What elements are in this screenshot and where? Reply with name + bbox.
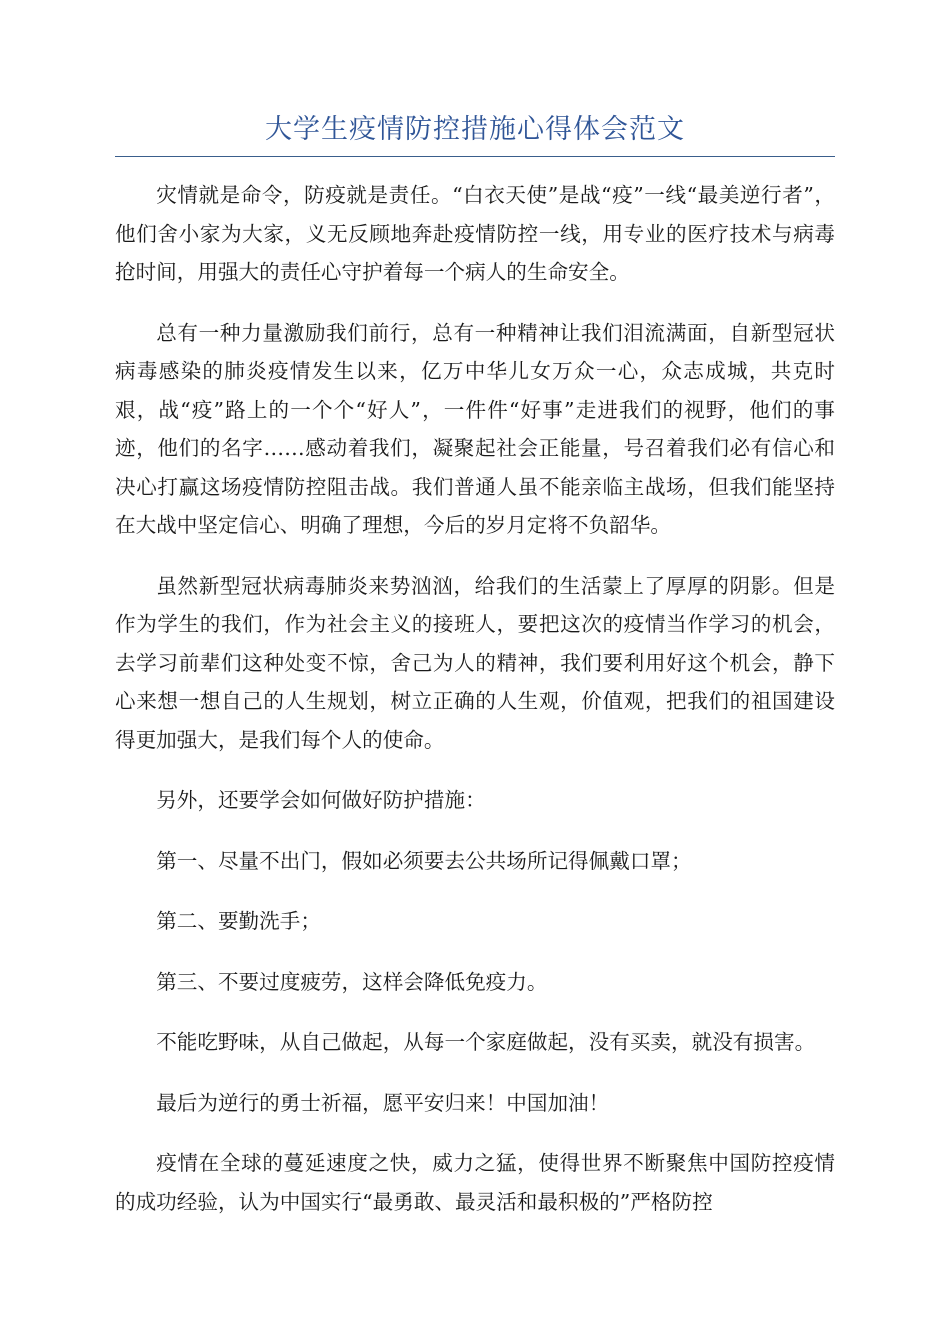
paragraph-10: 疫情在全球的蔓延速度之快，威力之猛，使得世界不断聚焦中国防控疫情的成功经验，认为中国实行“最勇敢、最灵活和最积极的”严格防控 bbox=[115, 1151, 835, 1214]
paragraph-4: 另外，还要学会如何做好防护措施： bbox=[156, 788, 486, 812]
document-title: 大学生疫情防控措施心得体会范文 bbox=[265, 114, 685, 145]
document-body bbox=[115, 176, 835, 1243]
paragraph-9: 最后为逆行的勇士祈福，愿平安归来！中国加油！ bbox=[156, 1090, 610, 1115]
paragraph-8: 不能吃野味，从自己做起，从每一个家庭做起，没有买卖，就没有损害。 bbox=[156, 1030, 816, 1054]
paragraph-2: 总有一种力量激励我们前行，总有一种精神让我们泪流满面，自新型冠状病毒感染的肺炎疫情发生以来，亿万中华儿女万众一心，众志成城，共克时艰，战“疫”路上的一个个“好人”，一件件“好事”走进我们的视野，他们的事迹，他们的名字……感动着我们，凝聚起社会正能量，号召着我们必有信心和决心打赢这场疫情防控阻击战。我们普通人虽不能亲临主战场，但我们能坚持在大战中坚定信心、明确了理想，今后的岁月定将不负韶华。 bbox=[115, 320, 835, 537]
paragraph-1: 灾情就是命令，防疫就是责任。“白衣天使”是战“疫”一线“最美逆行者”，他们舍小家为大家，义无反顾地奔赴疫情防控一线，用专业的医疗技术与病毒抢时间，用强大的责任心守护着每一个病人的生命安全。 bbox=[115, 183, 835, 284]
paragraph-7: 第三、不要过度疲劳，这样会降低免疫力。 bbox=[156, 969, 548, 994]
paragraph-5: 第一、尽量不出门，假如必须要去公共场所记得佩戴口罩； bbox=[156, 848, 692, 873]
title-block bbox=[115, 108, 835, 157]
paragraph-6: 第二、要勤洗手； bbox=[156, 909, 321, 933]
paragraph-3: 虽然新型冠状病毒肺炎来势汹汹，给我们的生活蒙上了厚厚的阴影。但是作为学生的我们，作为社会主义的接班人，要把这次的疫情当作学习的机会，去学习前辈们这种处变不惊，舍己为人的精神，我们要利用好这个机会，静下心来想一想自己的人生规划，树立正确的人生观，价值观，把我们的祖国建设得更加强大，是我们每个人的使命。 bbox=[115, 573, 835, 752]
